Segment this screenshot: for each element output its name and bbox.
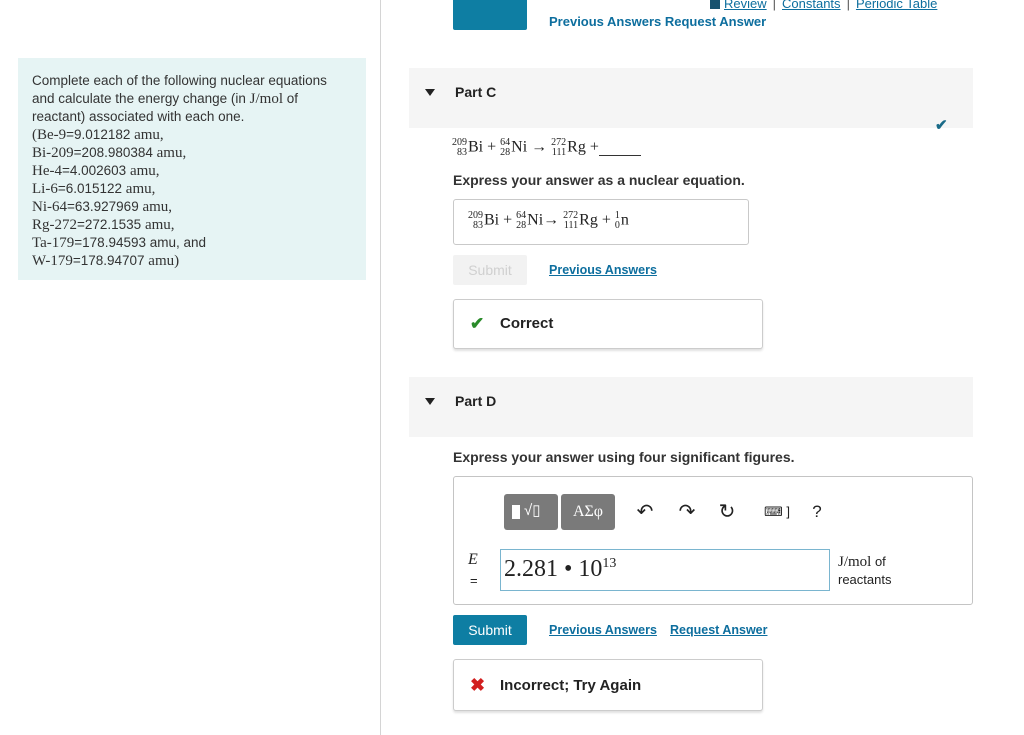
column-divider xyxy=(380,0,381,735)
nuclide-bi: 209 83 Bi xyxy=(452,137,484,158)
problem-text xyxy=(32,72,352,270)
correct-feedback xyxy=(453,299,763,349)
caret-down-icon[interactable] xyxy=(425,89,435,96)
redo-icon[interactable]: ↷ xyxy=(678,501,696,523)
mass-item: Ni-64=63.927969 amu, xyxy=(32,199,173,215)
feedback-text: Correct xyxy=(500,315,554,332)
mass-item: Rg-272=272.1535 amu, xyxy=(32,217,175,233)
part-d-request-answer-link[interactable]: Request Answer xyxy=(670,623,768,637)
part-c-answer: 209 83 Bi + 64 28 Ni→ 272 111 Rg + 1 0 n xyxy=(468,210,629,231)
mass-item: He-4=4.002603 amu, xyxy=(32,163,160,179)
mass-item: (Be-9=9.012182 amu, xyxy=(32,127,164,143)
mass-item: Bi-209=208.980384 amu, xyxy=(32,145,187,161)
nuclear-equation xyxy=(452,138,641,166)
top-links xyxy=(710,0,937,11)
template-box-icon xyxy=(512,505,520,519)
nuclide-rg: 272 111 Rg xyxy=(551,137,586,158)
mass-item: Ta-179=178.94593 amu, and xyxy=(32,235,207,251)
equals-sign: = xyxy=(470,573,478,588)
part-c-title: Part C xyxy=(455,84,497,100)
clipped-links: Previous Answers Request Answer xyxy=(549,14,767,29)
constants-link[interactable]: Constants xyxy=(782,0,841,11)
nuclide-rg: 272 111 Rg xyxy=(563,210,598,231)
mass-item: W-179=178.94707 amu) xyxy=(32,253,180,269)
nuclide-n: 1 0 n xyxy=(614,210,629,231)
plus-sign: + xyxy=(589,138,599,156)
clipped-submit-button[interactable] xyxy=(453,0,527,30)
link-separator: | xyxy=(772,0,777,11)
nuclide-ni: 64 28 Ni xyxy=(516,210,544,231)
part-d-submit-button[interactable]: Submit xyxy=(453,615,527,645)
help-icon[interactable]: ? xyxy=(812,502,822,521)
part-d-answer-box xyxy=(453,476,973,605)
problem-intro-2: of reactant) associated with each one. xyxy=(32,91,299,124)
periodic-table-link[interactable]: Periodic Table xyxy=(855,0,938,11)
reset-icon[interactable]: ↻ xyxy=(718,501,736,523)
part-c-answer-box xyxy=(453,199,749,245)
keyboard-icon[interactable]: ⌨ ] xyxy=(764,504,790,519)
caret-down-icon[interactable] xyxy=(425,398,435,405)
sqrt-icon: √▯ xyxy=(524,502,541,519)
variable-label: E xyxy=(468,551,478,568)
nuclide-ni: 64 28 Ni xyxy=(500,137,528,158)
part-c-submit-button[interactable]: Submit xyxy=(453,255,527,285)
mass-list xyxy=(32,126,352,270)
templates-button[interactable] xyxy=(504,494,558,530)
checkmark-icon: ✔ xyxy=(935,117,948,134)
problem-panel xyxy=(18,58,366,280)
part-c-header[interactable] xyxy=(409,68,973,128)
check-icon: ✔ xyxy=(470,314,485,333)
review-link[interactable]: Review xyxy=(724,0,767,11)
part-c-instruction: Express your answer as a nuclear equation. xyxy=(453,172,745,188)
arrow: → xyxy=(531,138,548,156)
part-d-instruction: Express your answer using four significant figures. xyxy=(453,449,795,465)
problem-intro-1: Complete each of the following nuclear equations and calculate the energy change (in xyxy=(32,73,327,106)
part-d-header[interactable] xyxy=(409,377,973,437)
part-d-title: Part D xyxy=(455,393,497,409)
link-separator: | xyxy=(846,0,850,11)
energy-value[interactable]: 2.281 • $10^{13}$ xyxy=(504,556,617,582)
part-c-previous-answers-link[interactable]: Previous Answers xyxy=(549,263,657,277)
energy-input[interactable] xyxy=(500,549,830,591)
greek-symbols-button[interactable]: ΑΣφ xyxy=(561,494,615,530)
math-toolbar xyxy=(504,494,822,530)
part-d-previous-answers-link[interactable]: Previous Answers xyxy=(549,623,657,637)
equation-blank xyxy=(599,141,641,156)
problem-unit: J/mol xyxy=(249,91,283,107)
plus-sign: + xyxy=(487,138,497,156)
book-icon xyxy=(710,0,720,9)
feedback-text: Incorrect; Try Again xyxy=(500,677,642,694)
nuclide-bi: 209 83 Bi xyxy=(468,210,500,231)
units-label: J/mol of reactants xyxy=(838,554,892,587)
mass-item: Li-6=6.015122 amu, xyxy=(32,181,156,197)
undo-icon[interactable]: ↶ xyxy=(636,501,654,523)
incorrect-feedback xyxy=(453,659,763,711)
x-icon: ✖ xyxy=(470,675,486,695)
